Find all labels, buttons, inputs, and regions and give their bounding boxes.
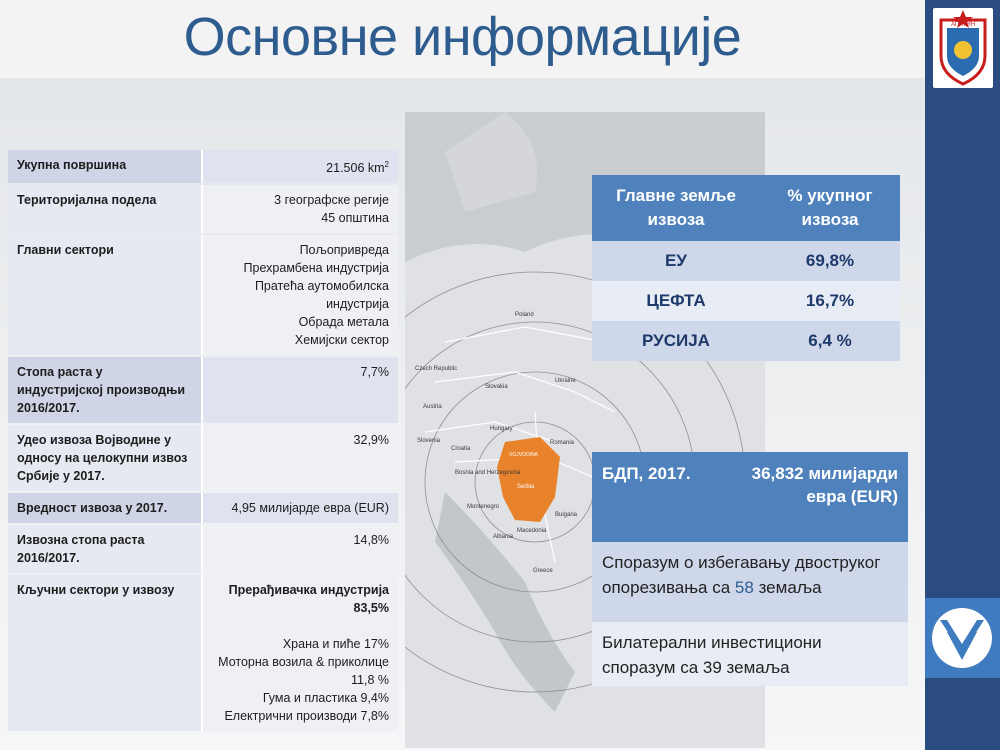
table-row <box>592 321 900 361</box>
map-label-montenegro: Montenegro <box>467 504 500 510</box>
row-value <box>203 235 398 355</box>
map-label-czech: Czech Republic <box>415 366 458 372</box>
column-header: Главне земље извоза <box>592 175 760 241</box>
row-value: 32,9% <box>203 425 398 491</box>
row-value: 4,95 милијарде евра (EUR) <box>203 493 398 523</box>
crest-logo-icon <box>933 8 993 88</box>
map-label-hungary: Hungary <box>490 426 513 432</box>
table-row <box>592 281 900 321</box>
row-key: Главни сектори <box>8 235 203 355</box>
info-table <box>8 148 398 733</box>
table-row <box>8 575 398 731</box>
export-countries-table <box>592 175 900 361</box>
value-line: Хемијски сектор <box>294 333 389 348</box>
table-row <box>8 235 398 355</box>
table-row <box>8 493 398 523</box>
value-line: Електрични производи 7,8% <box>224 709 389 724</box>
table-row <box>8 185 398 233</box>
row-key: Удео извоза Војводине у односу на целокупни извоз Србије у 2017. <box>8 425 203 491</box>
map-label-poland: Poland <box>515 312 534 318</box>
row-value: 14,8% <box>203 525 398 573</box>
share-cell: 16,7% <box>760 281 900 321</box>
country-cell: ЦЕФТА <box>592 281 760 321</box>
row-key: Територијална подела <box>8 185 203 233</box>
map-label-vojvodina: VOJVODINA <box>509 452 538 458</box>
value-line: Обрада метала <box>298 315 389 330</box>
map-label-bosnia: Bosnia and Herzegovina <box>455 470 521 476</box>
gdp-label: БДП, 2017. <box>602 464 691 483</box>
value-line: Пратећа аутомобилска индустрија <box>254 279 389 312</box>
table-row <box>8 357 398 423</box>
column-header: % укупног извоза <box>760 175 900 241</box>
v-chevron-logo-icon <box>925 598 1000 678</box>
row-value <box>203 185 398 233</box>
value-line: Прерађивачка индустрија <box>228 583 389 598</box>
row-value: 21.506 $km^2$ <box>203 150 398 183</box>
tax-treaty-text: Споразум о избегавању двоструког опорезивања са <box>602 553 881 597</box>
map-label-serbia: Serbia <box>517 484 535 490</box>
investment-treaty-row: Билатерални инвестициони споразум са 39 земаља <box>592 622 908 686</box>
country-cell: ЕУ <box>592 241 760 281</box>
table-row <box>8 150 398 183</box>
share-cell: 69,8% <box>760 241 900 281</box>
map-label-slovenia: Slovenia <box>417 438 441 444</box>
value-line: Гума и пластика 9,4% <box>262 691 389 706</box>
row-key: Укупна површина <box>8 150 203 183</box>
map-label-albania: Albania <box>493 534 514 540</box>
table-header-row <box>592 175 900 241</box>
value-line: 3 географске регије <box>274 193 389 208</box>
gdp-value: 36,832 милијарди евра (EUR) <box>751 464 898 506</box>
value-line: Храна и пиће 17% <box>282 637 389 652</box>
row-key: Стопа раста у индустријској производњи 2016/2017. <box>8 357 203 423</box>
value-line: Моторна возила & приколице 11,8 % <box>218 655 389 688</box>
row-value: 7,7% <box>203 357 398 423</box>
value-line: Прехрамбена индустрија <box>243 261 389 276</box>
tax-treaty-count: 58 <box>734 578 754 597</box>
row-key: Кључни сектори у извозу <box>8 575 203 731</box>
page-title: Основне информације <box>183 7 742 67</box>
tax-treaty-row <box>592 542 908 622</box>
map-label-romania: Romania <box>550 440 575 446</box>
table-row <box>8 425 398 491</box>
tax-treaty-tail: земаља <box>758 578 822 597</box>
row-value <box>203 575 398 731</box>
map-label-austria: Austria <box>423 404 442 410</box>
share-cell: 6,4 % <box>760 321 900 361</box>
map-label-slovakia: Slovakia <box>485 384 508 390</box>
map-label-macedonia: Macedonia <box>517 528 547 534</box>
crest-text: АПАТИН <box>950 22 976 28</box>
country-cell: РУСИЈА <box>592 321 760 361</box>
gdp-box <box>592 452 908 686</box>
value-line: 83,5% <box>353 601 389 616</box>
value-line: 45 општина <box>321 211 389 226</box>
value-line: Пољопривреда <box>299 243 389 258</box>
gdp-header <box>592 452 908 542</box>
map-label-greece: Greece <box>533 568 553 574</box>
table-row <box>592 241 900 281</box>
map-label-ukraine: Ukraine <box>555 378 576 384</box>
row-key: Вредност извоза у 2017. <box>8 493 203 523</box>
table-row <box>8 525 398 573</box>
map-label-bulgaria: Bulgaria <box>555 512 578 518</box>
map-label-croatia: Croatia <box>451 446 471 452</box>
row-key: Извозна стопа раста 2016/2017. <box>8 525 203 573</box>
